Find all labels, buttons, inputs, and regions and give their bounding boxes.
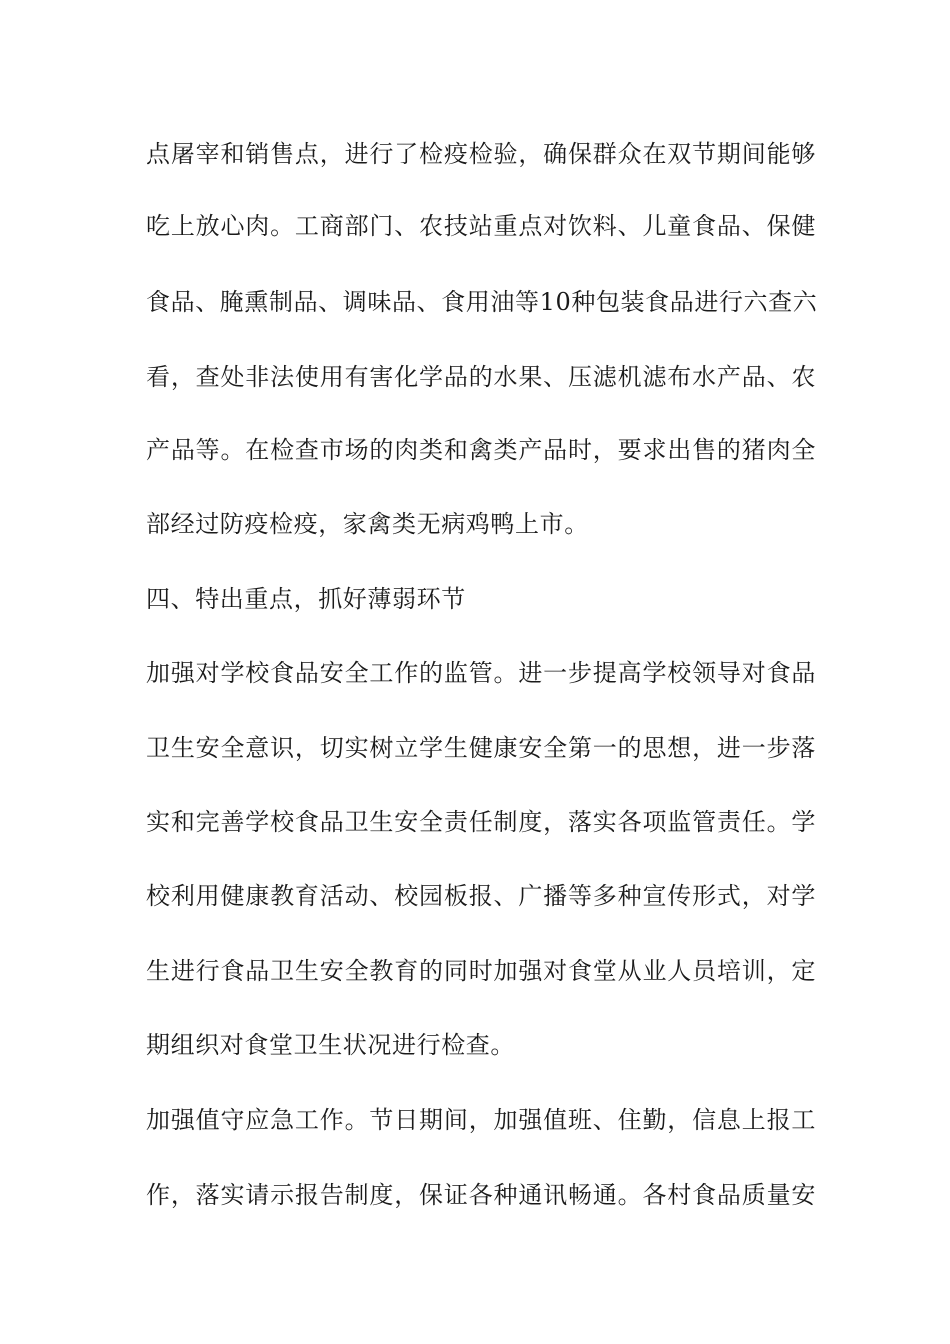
text-line: 作，落实请示报告制度，保证各种通讯畅通。各村食品质量安 (146, 1181, 816, 1209)
text-line: 加强值守应急工作。节日期间，加强值班、住勤，信息上报工 (146, 1106, 816, 1134)
text-line: 点屠宰和销售点，进行了检疫检验，确保群众在双节期间能够 (146, 140, 816, 168)
text-line: 校利用健康教育活动、校园板报、广播等多种宣传形式，对学 (146, 882, 816, 910)
text-line: 看，查处非法使用有害化学品的水果、压滤机滤布水产品、农 (146, 363, 816, 391)
text-line: 食品、腌熏制品、调味品、食用油等10种包装食品进行六查六 (146, 288, 818, 316)
text-line: 产品等。在检查市场的肉类和禽类产品时，要求出售的猪肉全 (146, 436, 816, 464)
text-line: 部经过防疫检疫，家禽类无病鸡鸭上市。 (146, 510, 589, 538)
text-line: 吃上放心肉。工商部门、农技站重点对饮料、儿童食品、保健 (146, 212, 816, 240)
text-line: 实和完善学校食品卫生安全责任制度，落实各项监管责任。学 (146, 808, 816, 836)
text-line: 生进行食品卫生安全教育的同时加强对食堂从业人员培训，定 (146, 957, 816, 985)
text-line: 卫生安全意识，切实树立学生健康安全第一的思想，进一步落 (146, 734, 816, 762)
text-line: 加强对学校食品安全工作的监管。进一步提高学校领导对食品 (146, 659, 816, 687)
text-line: 期组织对食堂卫生状况进行检查。 (146, 1031, 515, 1059)
section-heading: 四、特出重点，抓好薄弱环节 (146, 585, 466, 613)
